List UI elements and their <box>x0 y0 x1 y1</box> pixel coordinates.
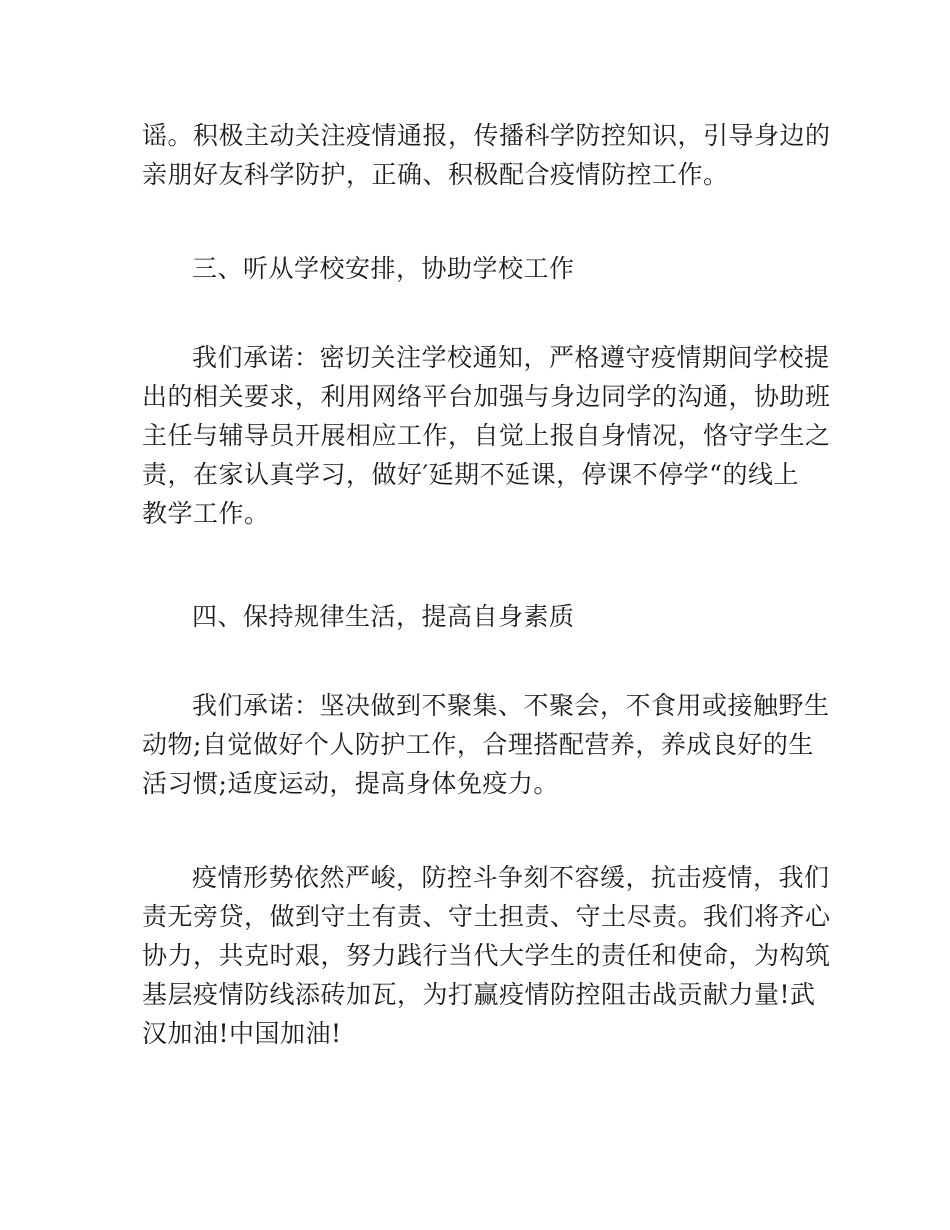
paragraph-line: 我们承诺：密切关注学校通知，严格遵守疫情期间学校提 <box>192 343 830 372</box>
paragraph-line: 动物;自觉做好个人防护工作，合理搭配营养，养成良好的生 <box>142 730 814 759</box>
section-heading-3: 三、听从学校安排，协助学校工作 <box>192 254 575 283</box>
paragraph-section-4 <box>142 686 830 803</box>
paragraph-line: 协力，共克时艰，努力践行当代大学生的责任和使命，为构筑 <box>142 941 831 970</box>
paragraph-line: 出的相关要求，利用网络平台加强与身边同学的沟通，协助班 <box>142 382 831 411</box>
section-heading-4: 四、保持规律生活，提高自身素质 <box>192 602 575 631</box>
paragraph-line: 责无旁贷，做到守土有责、守土担责、守土尽责。我们将齐心 <box>142 902 831 931</box>
paragraph-line: 基层疫情防线添砖加瓦，为打赢疫情防控阻击战贡献力量!武 <box>142 980 816 1009</box>
paragraph-line: 教学工作。 <box>142 499 270 528</box>
paragraph-line: 我们承诺：坚决做到不聚集、不聚会，不食用或接触野生 <box>192 691 830 720</box>
paragraph-line: 亲朋好友科学防护，正确、积极配合疫情防控工作。 <box>142 160 729 189</box>
paragraph-line: 疫情形势依然严峻，防控斗争刻不容缓，抗击疫情，我们 <box>192 863 830 892</box>
paragraph-line: 汉加油!中国加油! <box>142 1019 342 1048</box>
paragraph-line: 活习惯;适度运动，提高身体免疫力。 <box>142 769 559 798</box>
paragraph-closing <box>142 858 831 1053</box>
paragraph-line: 主任与辅导员开展相应工作，自觉上报自身情况，恪守学生之 <box>142 421 831 450</box>
paragraph-line: 责，在家认真学习，做好′延期不延课，停课不停学“的线上 <box>142 460 799 489</box>
paragraph-line: 谣。积极主动关注疫情通报，传播科学防控知识，引导身边的 <box>142 121 831 150</box>
paragraph-continuation <box>142 116 831 194</box>
paragraph-section-3 <box>142 338 831 533</box>
